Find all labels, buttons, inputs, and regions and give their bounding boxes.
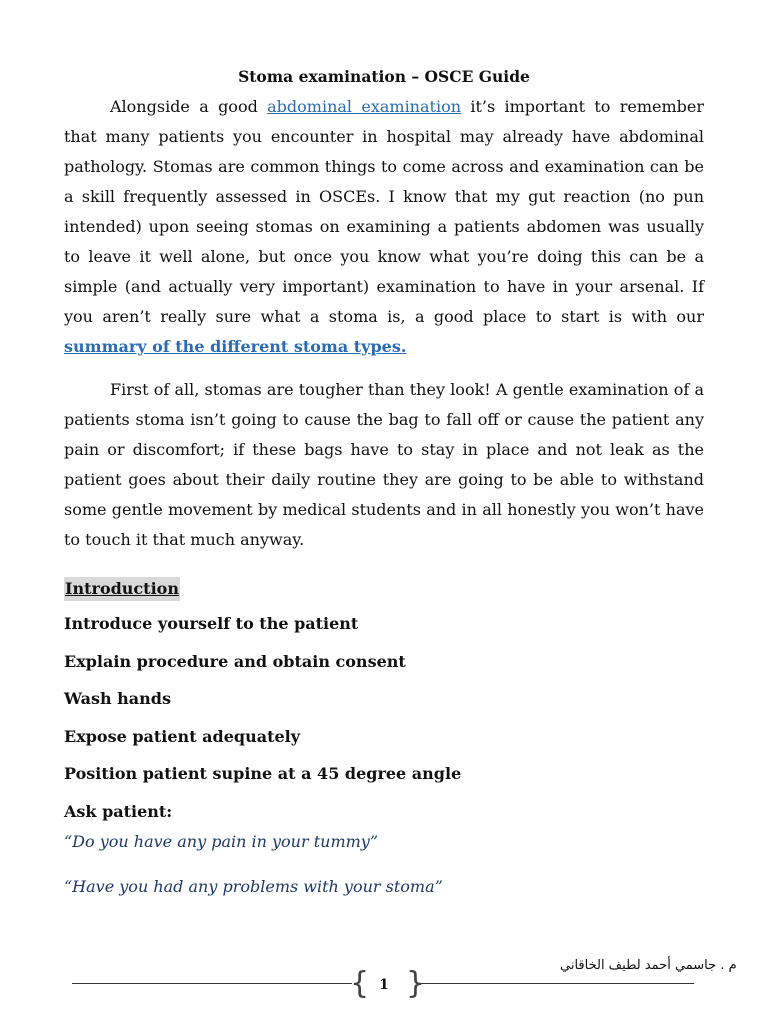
document-body bbox=[64, 64, 704, 568]
left-brace-icon: { bbox=[350, 966, 370, 1001]
abdominal-examination-link[interactable]: abdominal examination bbox=[267, 97, 462, 116]
step-item: Explain procedure and obtain consent bbox=[64, 652, 406, 671]
page-number: 1 bbox=[379, 977, 389, 993]
step-item: Ask patient: bbox=[64, 802, 173, 821]
step-item: Position patient supine at a 45 degree angle bbox=[64, 764, 462, 783]
patient-question: “Do you have any pain in your tummy” bbox=[64, 832, 378, 851]
intro-text-body: it’s important to remember that many patients you encounter in hospital may already have abdominal pathology. Stomas are common things to come across and examination can be a skill frequently assessed in OSCEs. I know that my gut reaction (no pun intended) upon seeing stomas on examining a patients abdomen was usually to leave it well alone, but once you know what you’re doing this can be a simple (and actually very important) examination to have in your arsenal. If you aren’t really sure what a stoma is, a good place to start is with our bbox=[64, 97, 704, 326]
patient-question: “Have you had any problems with your stoma” bbox=[64, 877, 443, 896]
stoma-types-link[interactable]: summary of the different stoma types. bbox=[64, 337, 407, 356]
document-title: Stoma examination – OSCE Guide bbox=[238, 67, 530, 86]
intro-text-start: Alongside a good bbox=[110, 97, 268, 116]
introduction-heading: Introduction bbox=[64, 577, 180, 601]
footer-rule-right bbox=[416, 983, 694, 984]
author-signature: م . جاسمي أحمد لطيف الخاقاني bbox=[560, 958, 737, 973]
step-item: Introduce yourself to the patient bbox=[64, 614, 359, 633]
second-paragraph: First of all, stomas are tougher than they look! A gentle examination of a patients stoma isn’t going to cause the bag to fall off or cause the patient any pain or discomfort; if these bags have to stay in place and not leak as the patient goes about their daily routine they are going to be able to withstand some gentle movement by medical students and in all honestly you won’t have to touch it that much anyway. bbox=[64, 380, 704, 549]
right-brace-icon: } bbox=[406, 966, 426, 1001]
step-item: Expose patient adequately bbox=[64, 727, 301, 746]
intro-paragraph bbox=[64, 92, 704, 362]
step-item: Wash hands bbox=[64, 689, 171, 708]
footer-rule-left bbox=[72, 983, 352, 984]
